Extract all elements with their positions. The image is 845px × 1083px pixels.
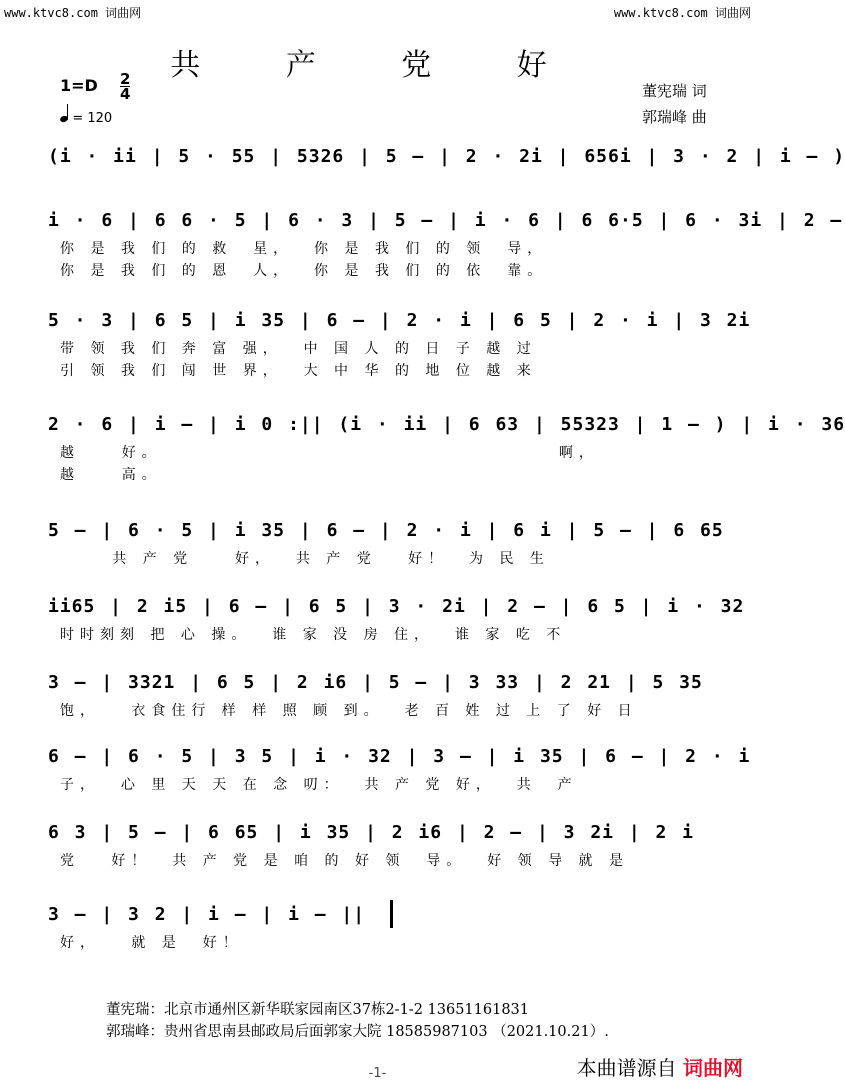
time-signature (120, 72, 130, 101)
lyric-line-2b: 你 是 我 们 的 恩 人， 你 是 我 们 的 依 靠。 (60, 263, 548, 279)
quarter-note-icon (59, 115, 69, 123)
lyric-line-10: 好， 就 是 好！ (60, 935, 243, 951)
watermark-left: www.ktvc8.com 词曲网 (4, 6, 142, 20)
lyric-line-3b: 引 领 我 们 闯 世 界， 大 中 华 的 地 位 越 来 (60, 363, 537, 379)
staff-line-9: 6 3 | 5 — | 6 65 | i 35 | 2 i6 | 2 — | 3 2i | 2 i (48, 822, 695, 843)
lyric-line-2a: 你 是 我 们 的 救 星， 你 是 我 们 的 领 导， (60, 241, 548, 257)
lyric-line-4a: 越 好。 啊， (60, 445, 599, 461)
lyric-line-7: 饱， 衣食住行 样 样 照 顾 到。 老 百 姓 过 上 了 好 日 (60, 703, 638, 719)
source-brand[interactable]: 词曲网 (683, 1056, 743, 1080)
staff-line-1: (i · ii | 5 · 55 | 5326 | 5 — | 2 · 2i | 656i | 3 · 2 | i — ) (48, 146, 845, 167)
footer-contact-composer: 郭瑞峰：贵州省思南县邮政局后面郭家大院 18585987103 （2021.10.21）. (106, 1024, 609, 1040)
lyric-line-8: 子， 心 里 天 天 在 念 叨： 共 产 党 好， 共 产 (60, 777, 578, 793)
staff-line-8: 6 — | 6 · 5 | 3 5 | i · 32 | 3 — | i 35 | 6 — | 2 · i (48, 746, 751, 767)
song-title: 共 产 党 好 (170, 48, 585, 83)
staff-line-7: 3 — | 3321 | 6 5 | 2 i6 | 5 — | 3 33 | 2 21 | 5 35 (48, 672, 703, 693)
lyric-line-3a: 带 领 我 们 奔 富 强， 中 国 人 的 日 子 越 过 (60, 341, 537, 357)
lyric-line-5: 共 产 党 好， 共 产 党 好！ 为 民 生 (60, 551, 550, 567)
staff-line-10: 3 — | 3 2 | i — | i — || (48, 904, 366, 925)
watermark-right: www.ktvc8.com 词曲网 (613, 6, 751, 20)
tempo-marking (60, 104, 112, 126)
tempo-value: = 120 (72, 111, 113, 126)
lyricist-credit: 董宪瑞 词 (642, 82, 707, 100)
meter-top: 2 (120, 70, 131, 88)
staff-line-6: ii65 | 2 i5 | 6 — | 6 5 | 3 · 2i | 2 — | 6 5 | i · 32 (48, 596, 745, 617)
key-signature: 1=D (60, 76, 98, 95)
meter-bottom: 4 (120, 85, 131, 103)
staff-line-2: i · 6 | 6 6 · 5 | 6 · 3 | 5 — | i · 6 | 6 6·5 | 6 · 3i | 2 — (48, 210, 843, 231)
source-prefix: 本曲谱源自 (576, 1056, 677, 1080)
composer-credit: 郭瑞峰 曲 (642, 108, 707, 126)
staff-line-3: 5 · 3 | 6 5 | i 35 | 6 — | 2 · i | 6 5 | 2 · i | 3 2i (48, 310, 751, 331)
staff-line-4: 2 · 6 | i — | i 0 :|| (i · ii | 6 63 | 55323 | 1 — ) | i · 36 (48, 414, 845, 435)
staff-line-5: 5 — | 6 · 5 | i 35 | 6 — | 2 · i | 6 i | 5 — | 6 65 (48, 520, 724, 541)
footer-contact-lyricist: 董宪瑞：北京市通州区新华联家园南区37栋2-1-2 13651161831 (106, 1002, 530, 1018)
lyric-line-4b: 越 高。 (60, 467, 162, 483)
final-barline (390, 900, 393, 928)
page-number: -1- (368, 1066, 387, 1081)
lyric-line-6: 时时刻刻 把 心 操。 谁 家 没 房 住， 谁 家 吃 不 (60, 627, 567, 643)
lyric-line-9: 党 好！ 共 产 党 是 咱 的 好 领 导。 好 领 导 就 是 (60, 853, 630, 869)
